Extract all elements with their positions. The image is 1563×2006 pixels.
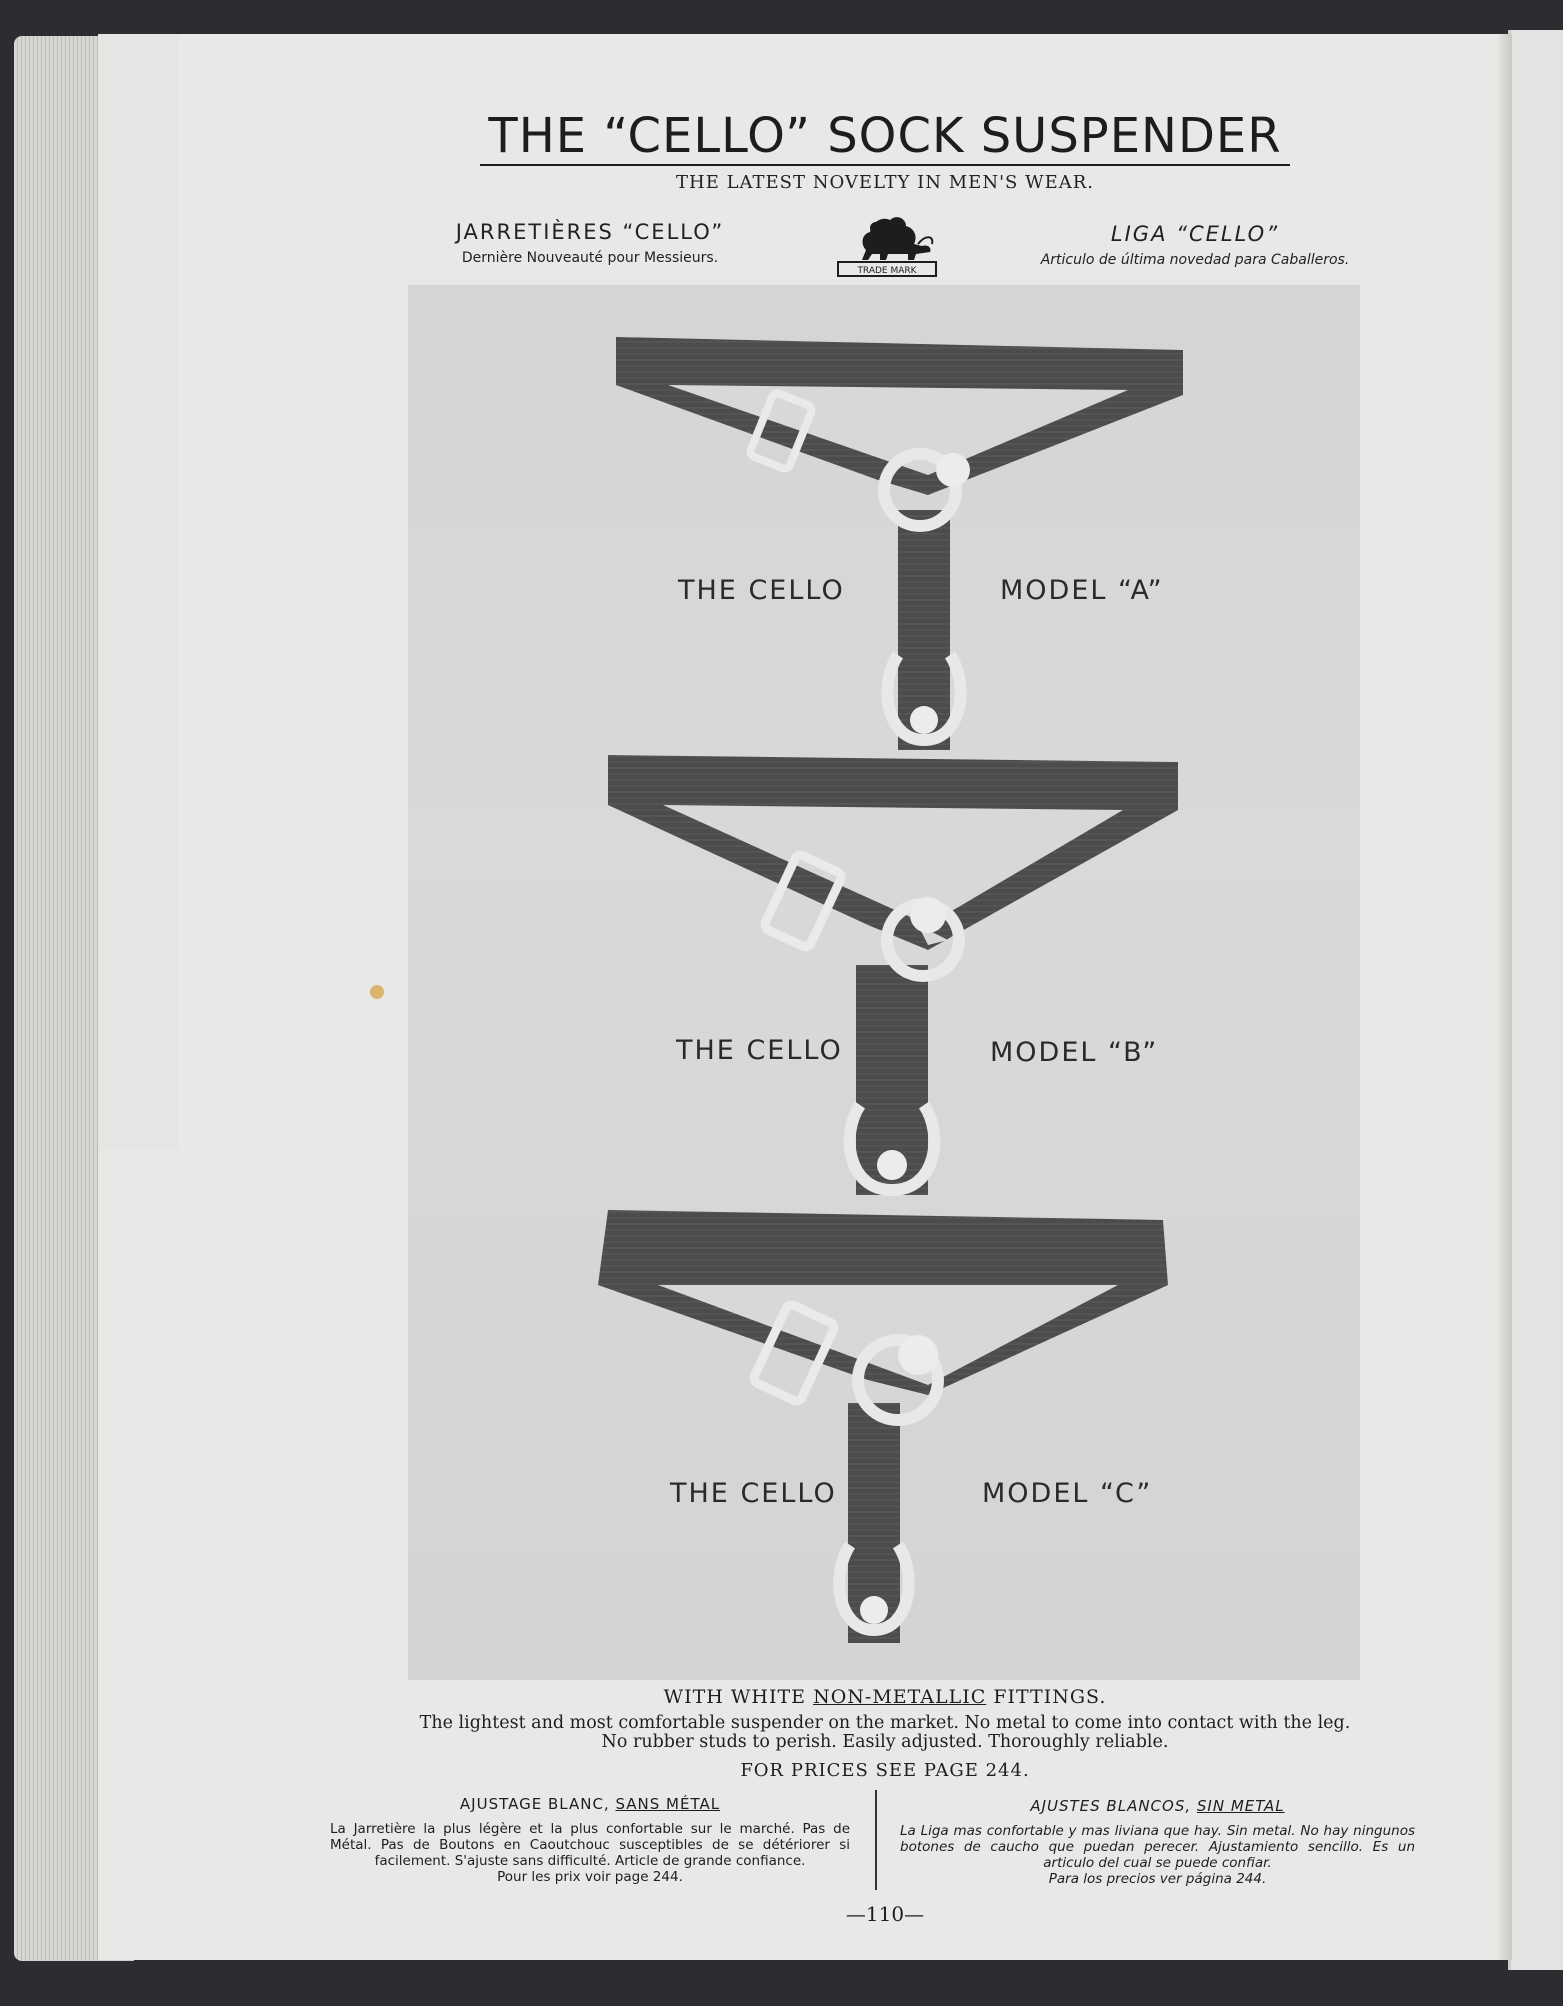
description-line-1: The lightest and most comfortable suspender on the market. No metal to come into contact with the leg.	[419, 1713, 1351, 1733]
trademark-label: TRADE MARK	[857, 266, 917, 276]
page-number: —110—	[845, 1902, 925, 1926]
french-heading: JARRETIÈRES “CELLO”	[455, 220, 725, 244]
page-title: THE “CELLO” SOCK SUSPENDER	[480, 108, 1290, 166]
spanish-column-heading-underlined: SIN METAL	[1196, 1797, 1285, 1815]
index-tab-upper	[98, 34, 178, 1150]
spanish-header	[990, 222, 1400, 268]
paper-stain	[370, 985, 384, 999]
description	[380, 1714, 1390, 1752]
fittings-pre: WITH WHITE	[663, 1686, 814, 1708]
fittings-line	[560, 1686, 1210, 1708]
spanish-column-heading-pre: AJUSTES BLANCOS,	[1030, 1797, 1197, 1815]
prices-line: FOR PRICES SEE PAGE 244.	[740, 1760, 1030, 1781]
model-b-right-label: MODEL “B”	[990, 1037, 1159, 1068]
spanish-column	[900, 1797, 1415, 1887]
french-column-heading	[330, 1795, 850, 1813]
suspender-model-a	[616, 337, 1183, 750]
model-c-right-label: MODEL “C”	[982, 1478, 1153, 1509]
spanish-column-body: La Liga mas confortable y mas liviana que hay. Sin metal. No hay ningunos botones de caucho que puedan perecer. Ajustamiento sencillo. Es un articulo del cual se puede confiar.	[900, 1823, 1415, 1871]
spanish-subheading: Articulo de última novedad para Caballeros.	[1040, 252, 1350, 268]
french-column-heading-underlined: SANS MÉTAL	[615, 1795, 721, 1813]
model-a-left-label: THE CELLO	[678, 575, 845, 606]
page-subtitle: THE LATEST NOVELTY IN MEN'S WEAR.	[676, 172, 1094, 193]
fittings-post: FITTINGS.	[986, 1686, 1107, 1708]
fittings-underlined: NON-METALLIC	[813, 1686, 987, 1708]
model-c-left-label: THE CELLO	[670, 1478, 837, 1509]
suspender-illustrations	[408, 285, 1360, 1680]
french-column-heading-pre: AJUSTAGE BLANC,	[459, 1795, 616, 1813]
product-photograph	[408, 285, 1360, 1680]
suspender-model-c	[598, 1210, 1168, 1643]
page-gutter-shadow	[1496, 34, 1512, 1960]
spanish-column-footer: Para los precios ver página 244.	[1048, 1871, 1267, 1887]
lion-trademark-icon	[836, 204, 938, 280]
french-column-footer: Pour les prix voir page 244.	[497, 1869, 683, 1885]
description-line-2: No rubber studs to perish. Easily adjusted. Thoroughly reliable.	[601, 1732, 1169, 1752]
french-column	[330, 1795, 850, 1885]
spanish-column-heading	[900, 1797, 1415, 1815]
spanish-heading: LIGA “CELLO”	[1110, 222, 1280, 246]
french-subheading: Dernière Nouveauté pour Messieurs.	[461, 250, 719, 266]
french-column-body: La Jarretière la plus légère et la plus confortable sur le marché. Pas de Métal. Pas de Boutons en Caoutchouc susceptibles de se détériorer si facilement. S'ajuste sans difficulté. Article de grande confiance.	[330, 1821, 850, 1869]
facing-page	[1508, 30, 1563, 1970]
column-divider	[875, 1790, 877, 1890]
french-header	[400, 220, 780, 266]
model-a-right-label: MODEL “A”	[1000, 575, 1164, 606]
suspender-model-b	[608, 755, 1178, 1195]
model-b-left-label: THE CELLO	[676, 1035, 843, 1066]
